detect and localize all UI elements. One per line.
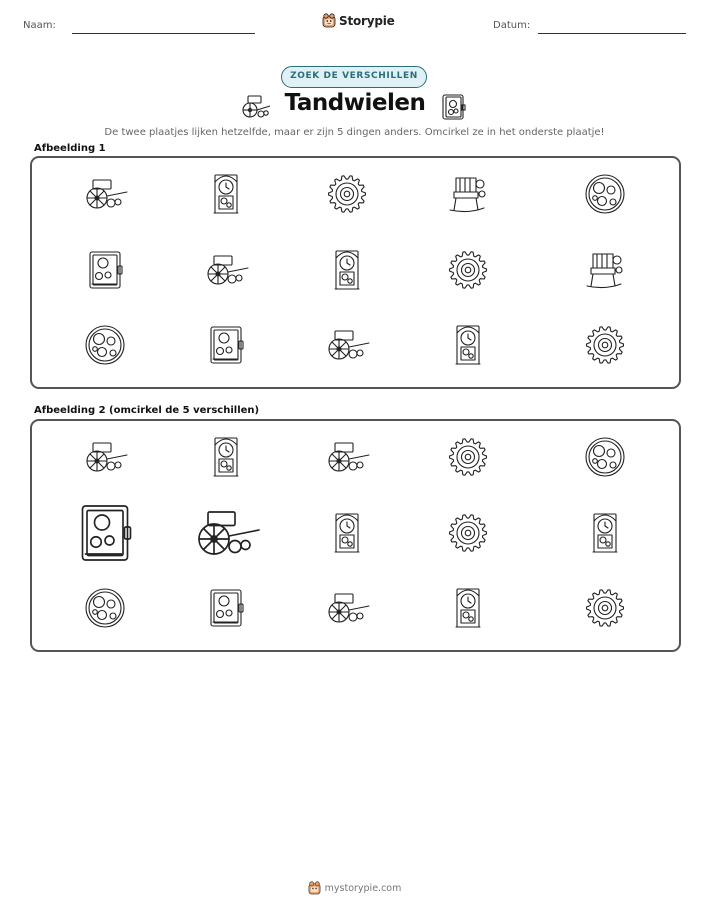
picture-2-item-r3c1[interactable] [75,578,135,638]
cart-icon [181,488,271,578]
picture-2-item-r3c3[interactable] [317,578,377,638]
picture-2-item-r3c4[interactable] [438,578,498,638]
chair-icon [438,164,498,224]
clock-icon [438,578,498,638]
cart-icon [196,240,256,300]
gear-icon [438,427,498,487]
cart-icon [75,164,135,224]
date-line[interactable] [538,33,686,34]
gear-icon [438,240,498,300]
picture-1-item-r1c3[interactable] [317,164,377,224]
book-icon [60,488,150,578]
medallion-icon [575,427,635,487]
picture-2-item-r2c2[interactable] [181,488,271,578]
cart-icon [75,427,135,487]
picture-1-item-r3c5[interactable] [575,315,635,375]
cart-icon [317,427,377,487]
medallion-icon [575,164,635,224]
instructions: De twee plaatjes lijken hetzelfde, maar er zijn 5 dingen anders. Omcirkel ze in het onderste plaatje! [104,127,605,138]
picture-1-item-r2c4[interactable] [438,240,498,300]
chair-icon [575,240,635,300]
brand-name: Storypie [339,13,395,28]
picture-2-frame[interactable] [30,419,681,652]
picture-2-item-r2c1[interactable] [60,488,150,578]
gear-icon [575,578,635,638]
picture-2-item-r1c1[interactable] [75,427,135,487]
clock-icon [196,164,256,224]
name-line[interactable] [72,33,255,34]
picture-1-title: Afbeelding 1 [34,143,106,154]
picture-2-title: Afbeelding 2 (omcirkel de 5 verschillen) [34,405,260,416]
clock-icon [317,240,377,300]
clock-icon [438,315,498,375]
gear-icon [438,503,498,563]
picture-2-item-r3c5[interactable] [575,578,635,638]
picture-1-item-r3c2[interactable] [196,315,256,375]
picture-1-item-r2c3[interactable] [317,240,377,300]
medallion-icon [75,315,135,375]
book-icon [196,578,256,638]
picture-2-item-r1c4[interactable] [438,427,498,487]
cart-icon [317,578,377,638]
footer [0,881,709,895]
picture-1-item-r3c4[interactable] [438,315,498,375]
book-icon [196,315,256,375]
picture-1-item-r1c4[interactable] [438,164,498,224]
picture-1-item-r3c1[interactable] [75,315,135,375]
picture-1-item-r2c2[interactable] [196,240,256,300]
storypie-mascot-icon [322,13,336,28]
picture-1-item-r1c5[interactable] [575,164,635,224]
picture-1-item-r2c1[interactable] [75,240,135,300]
name-label: Naam: [23,20,56,31]
picture-2-item-r1c3[interactable] [317,427,377,487]
picture-2-item-r2c4[interactable] [438,503,498,563]
footer-site[interactable]: mystorypie.com [324,882,402,894]
picture-2-item-r2c5[interactable] [575,503,635,563]
activity-badge: ZOEK DE VERSCHILLEN [281,66,427,88]
clock-icon [196,427,256,487]
picture-2-item-r1c5[interactable] [575,427,635,487]
picture-1-item-r2c5[interactable] [575,240,635,300]
picture-2-item-r3c2[interactable] [196,578,256,638]
cart-icon [317,315,377,375]
book-icon [75,240,135,300]
date-label: Datum: [493,20,531,31]
picture-2-item-r2c3[interactable] [317,503,377,563]
picture-1-frame[interactable] [30,156,681,389]
brand-logo [322,13,395,28]
gear-icon [317,164,377,224]
picture-1-item-r1c2[interactable] [196,164,256,224]
medallion-icon [75,578,135,638]
picture-1-item-r3c3[interactable] [317,315,377,375]
title-book-icon [440,93,466,125]
gear-icon [575,315,635,375]
picture-2-item-r1c2[interactable] [196,427,256,487]
clock-icon [317,503,377,563]
picture-1-item-r1c1[interactable] [75,164,135,224]
page-title: Tandwielen [284,90,426,116]
clock-icon [575,503,635,563]
storypie-mascot-icon [308,881,321,895]
